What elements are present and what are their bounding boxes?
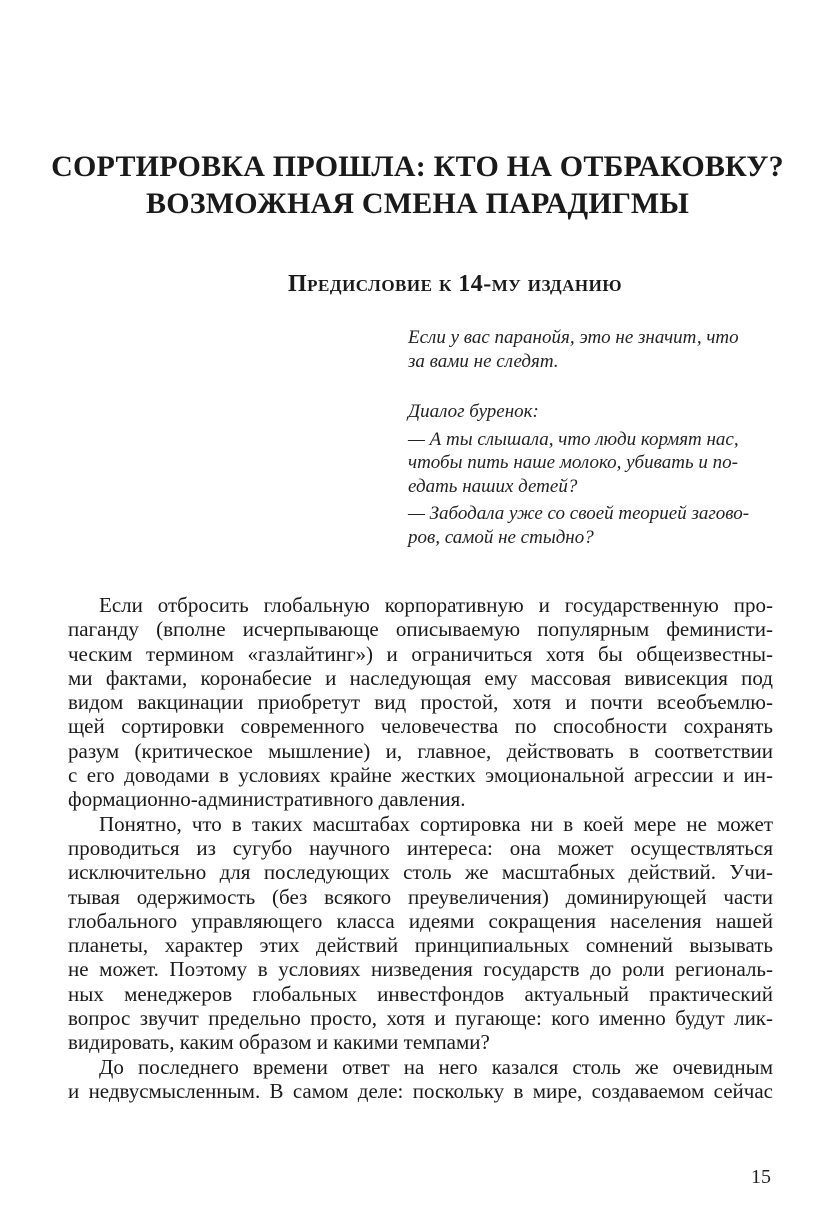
- preface-heading: Предисловие к 14-му изданию: [287, 271, 622, 297]
- text-line: ческим термином «газлайтинг») и ограничиться хотя бы общеизвестны-: [68, 641, 773, 666]
- text-line: разум (критическое мышление) и, главное, действовать в соответствии: [68, 738, 773, 763]
- chapter-title-line-1: СОРТИРОВКА ПРОШЛА: КТО НА ОТБРАКОВКУ?: [51, 150, 784, 183]
- text-line: не может. Поэтому в условиях низведения государств до роли региональ-: [68, 957, 773, 982]
- epigraph-dialog-line: — Забодала уже со своей теорией загово-: [408, 503, 750, 524]
- text-line: формационно-административного давления.: [68, 787, 466, 812]
- text-line: с его доводами в условиях крайне жестких эмоциональной агрессии и ин-: [68, 763, 773, 788]
- text-line: видом вакцинации приобретут вид простой, хотя и почти всеобъемлю-: [68, 690, 773, 715]
- epigraph-quote-line: Если у вас паранойя, это не значит, что: [408, 327, 739, 348]
- body-text: [68, 593, 773, 1103]
- paragraph-1: [68, 593, 773, 812]
- text-line: Понятно, что в таких масштабах сортировка ни в коей мере не может: [99, 811, 773, 836]
- text-line: исключительно для последующих столь же масштабных действий. Учи-: [68, 860, 773, 885]
- text-line: ных менеджеров глобальных инвестфондов актуальный практический: [68, 981, 773, 1006]
- text-line: проводиться из сугубо научного интереса: она может осуществляться: [68, 835, 773, 860]
- paragraph-2: [68, 812, 773, 1055]
- text-line: щей сортировки современного человечества по способности сохранять: [68, 714, 773, 739]
- text-line: планеты, характер этих действий принципиальных сомнений вызывать: [68, 933, 773, 958]
- text-line: тывая одержимость (без всякого преувеличения) доминирующей части: [68, 884, 773, 909]
- epigraph-dialog-line: чтобы пить наше молоко, убивать и по-: [408, 452, 738, 473]
- chapter-title: [40, 148, 795, 222]
- epigraph: [408, 326, 780, 549]
- chapter-title-line-2: ВОЗМОЖНАЯ СМЕНА ПАРАДИГМЫ: [146, 187, 689, 220]
- text-line: вопрос звучит предельно просто, хотя и пугающе: кого именно будут лик-: [68, 1006, 773, 1031]
- epigraph-dialog-line: едать наших детей?: [408, 475, 578, 497]
- paragraph-3: [68, 1055, 773, 1104]
- text-line: До последнего времени ответ на него казался столь же очевидным: [99, 1054, 773, 1079]
- text-line: ми фактами, коронабесие и наследующая ему массовая вивисекция под: [68, 665, 773, 690]
- page-number: 15: [751, 1166, 771, 1188]
- text-line: Если отбросить глобальную корпоративную и государственную про-: [99, 593, 773, 617]
- text-line: глобального управляющего класса идеями сокращения населения нашей: [68, 908, 773, 933]
- epigraph-dialog-line: — А ты слышала, что люди кормят нас,: [408, 428, 739, 450]
- text-line: видировать, каким образом и какими темпами?: [68, 1030, 490, 1055]
- text-line: и недвусмысленным. В самом деле: поскольку в мире, создаваемом сейчас: [68, 1078, 773, 1103]
- epigraph-dialog-line: ров, самой не стыдно?: [408, 526, 594, 548]
- epigraph-dialog-title: Диалог буренок:: [408, 401, 539, 422]
- text-line: паганду (вполне исчерпывающе описываемую популярным феминисти-: [68, 617, 773, 642]
- epigraph-quote-line: за вами не следят.: [408, 350, 559, 372]
